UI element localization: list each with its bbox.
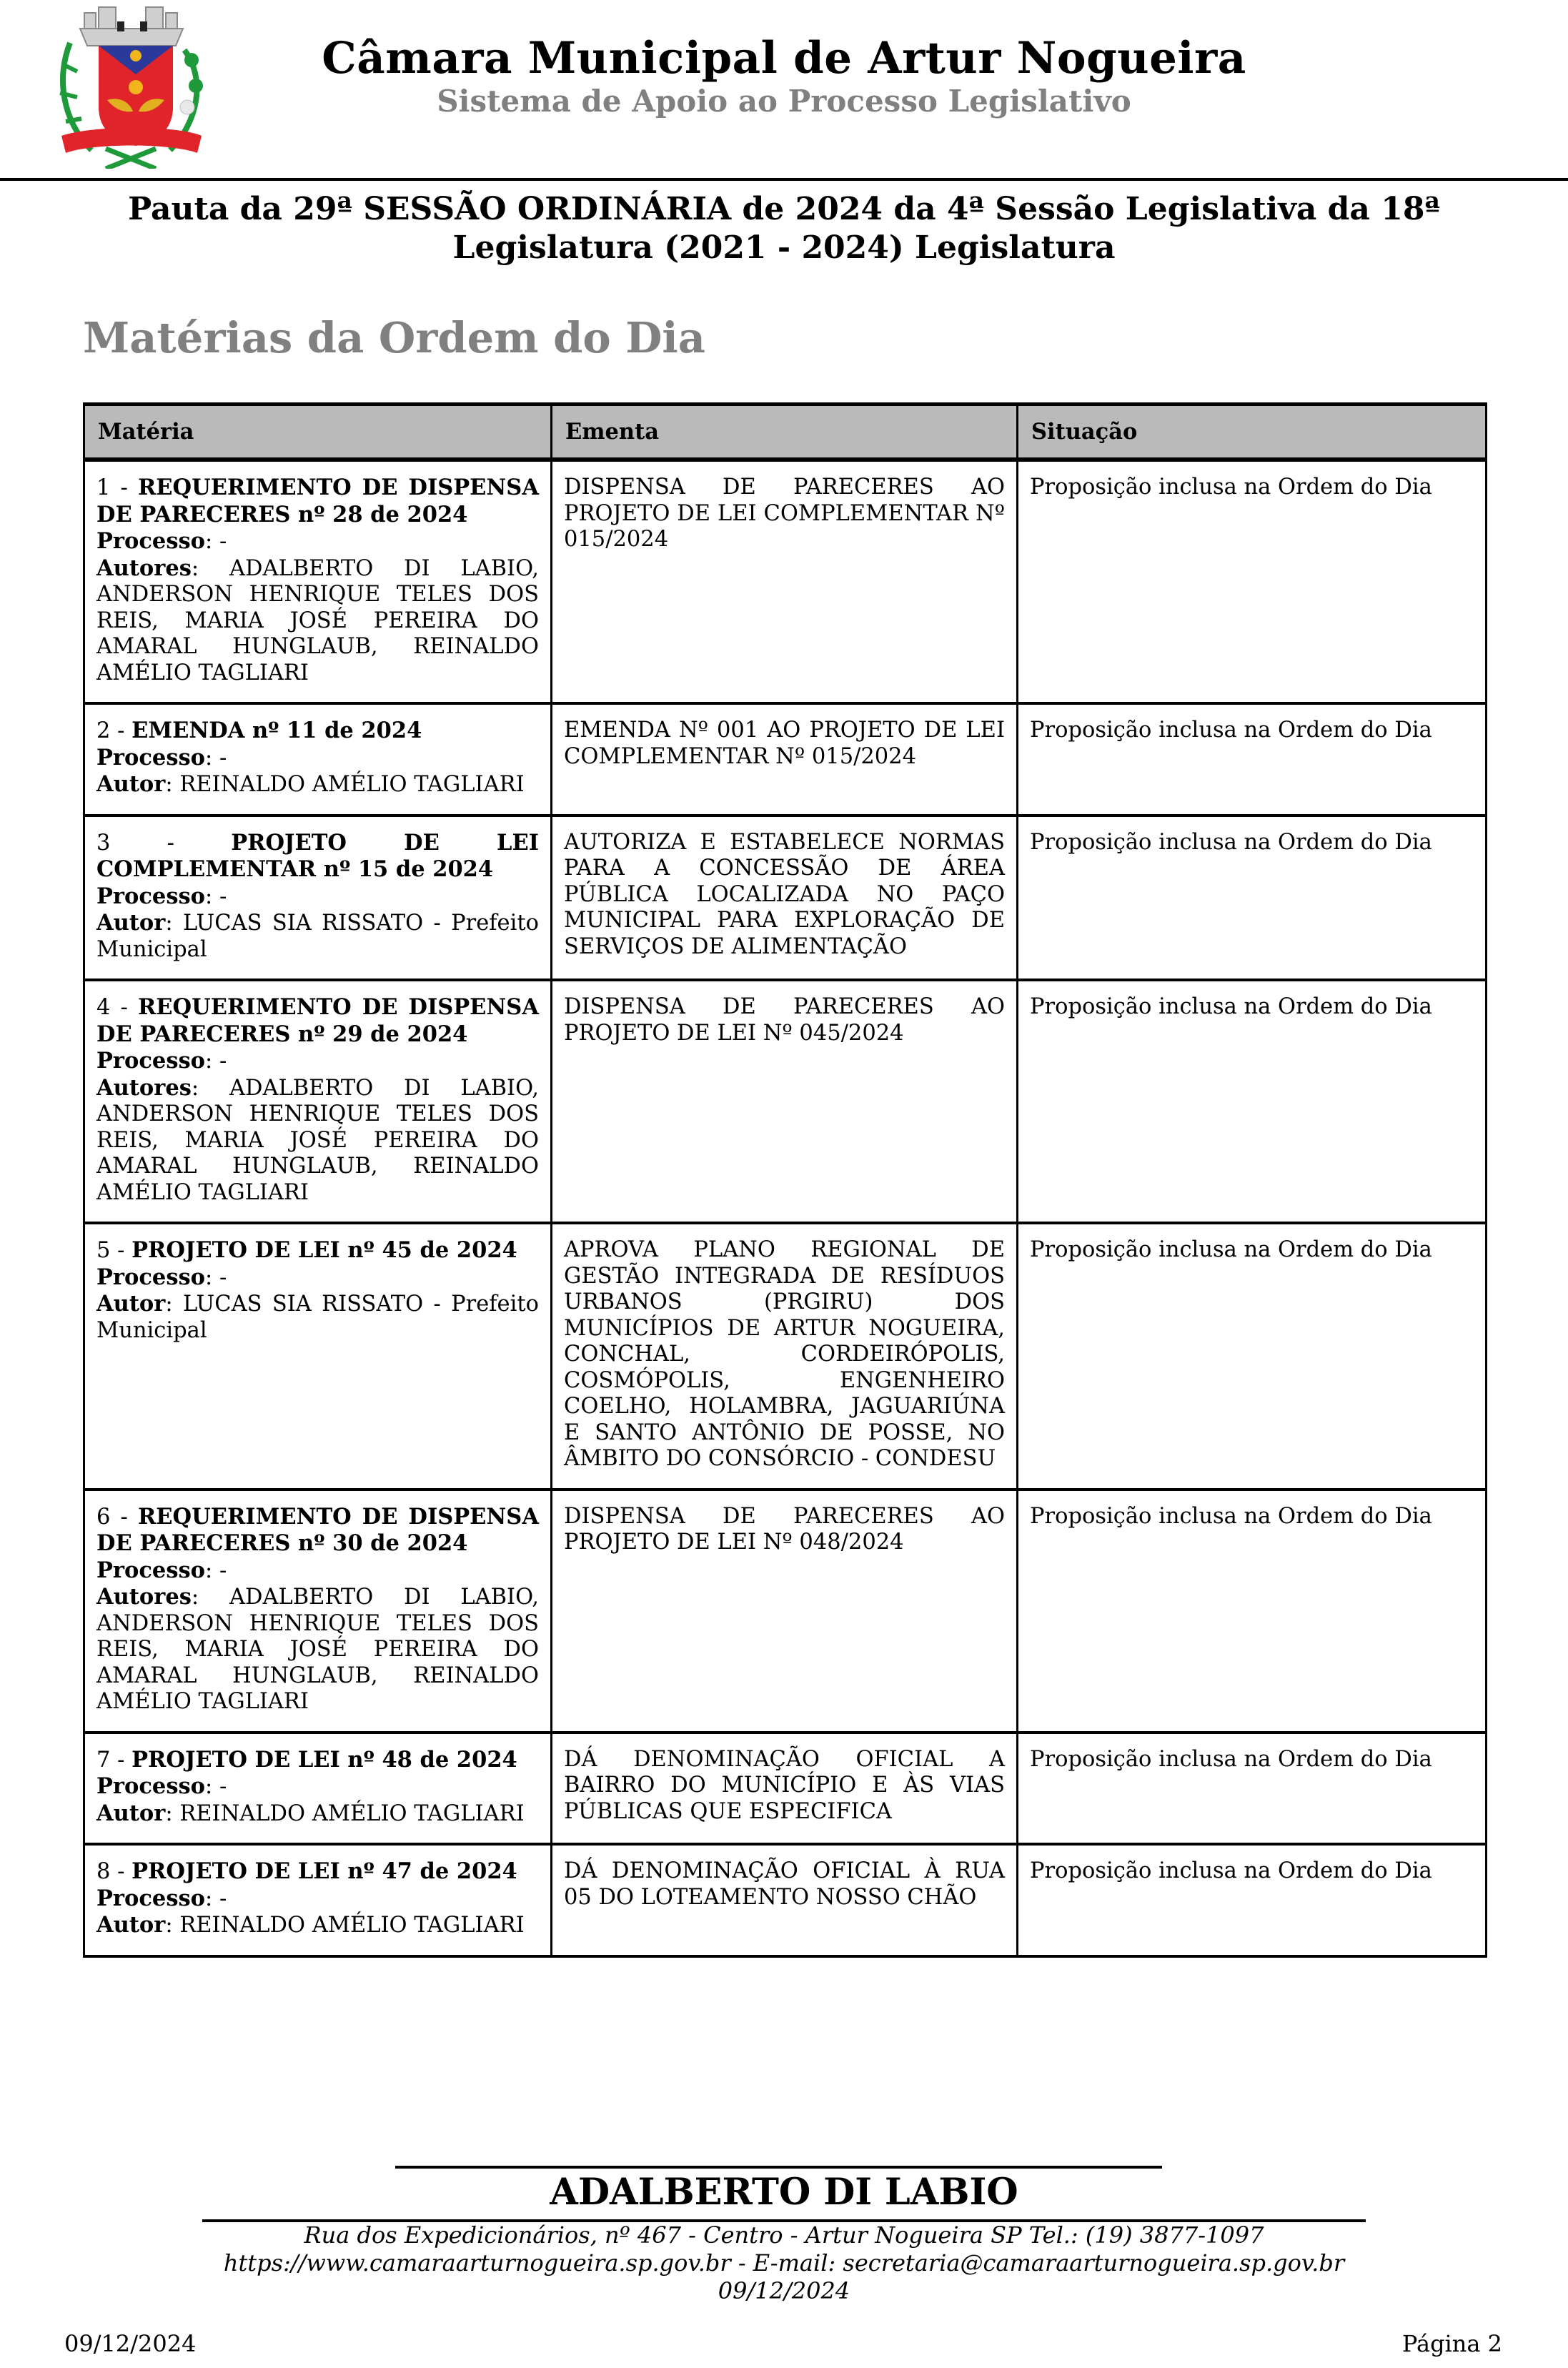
institution-name: Câmara Municipal de Artur Nogueira: [322, 33, 1246, 84]
processo-label: Processo: [96, 1885, 206, 1911]
item-number: 2 -: [96, 718, 132, 743]
processo-value: : -: [205, 1049, 227, 1074]
table-row: [84, 980, 1487, 1223]
session-title: Pauta da 29ª SESSÃO ORDINÁRIA de 2024 da 4ª Sessão Legislativa da 18ª Legislatura (2021 - 2024) Legislatura: [128, 191, 1440, 266]
ementa-cell: DISPENSA DE PARECERES AO PROJETO DE LEI COMPLEMENTAR Nº 015/2024: [552, 460, 1018, 703]
column-header-materia: Matéria: [84, 405, 552, 460]
footer-address-date: 09/12/2024: [718, 2277, 850, 2304]
ordem-do-dia-table: [83, 402, 1487, 1958]
situacao-cell: Proposição inclusa na Ordem do Dia: [1018, 980, 1487, 1223]
materia-title[interactable]: REQUERIMENTO DE DISPENSA DE PARECERES nº 29 de 2024: [96, 994, 539, 1047]
ementa-cell: DÁ DENOMINAÇÃO OFICIAL À RUA 05 DO LOTEAMENTO NOSSO CHÃO: [552, 1844, 1018, 1956]
ementa-cell: AUTORIZA E ESTABELECE NORMAS PARA A CONCESSÃO DE ÁREA PÚBLICA LOCALIZADA NO PAÇO MUNICIPAL PARA EXPLORAÇÃO DE SERVIÇOS DE ALIMENTAÇÃO: [552, 816, 1018, 981]
autor-value: : REINALDO AMÉLIO TAGLIARI: [165, 772, 525, 797]
system-subtitle: Sistema de Apoio ao Processo Legislativo: [437, 84, 1131, 119]
item-number: 7 -: [96, 1747, 132, 1773]
table-header-row: [84, 405, 1487, 460]
materia-cell: [84, 703, 552, 816]
column-header-ementa: Ementa: [552, 405, 1018, 460]
item-number: 4 -: [96, 995, 138, 1020]
print-date: 09/12/2024: [64, 2330, 197, 2357]
table-row: [84, 1844, 1487, 1956]
situacao-cell: Proposição inclusa na Ordem do Dia: [1018, 1223, 1487, 1490]
ementa-cell: DISPENSA DE PARECERES AO PROJETO DE LEI Nº 045/2024: [552, 980, 1018, 1223]
situacao-cell: Proposição inclusa na Ordem do Dia: [1018, 1844, 1487, 1956]
processo-value: : -: [205, 1264, 227, 1290]
situacao-cell: Proposição inclusa na Ordem do Dia: [1018, 816, 1487, 981]
ementa-cell: EMENDA Nº 001 AO PROJETO DE LEI COMPLEMENTAR Nº 015/2024: [552, 703, 1018, 816]
situacao-cell: Proposição inclusa na Ordem do Dia: [1018, 1490, 1487, 1733]
table-row: [84, 1733, 1487, 1845]
materia-cell: [84, 1733, 552, 1845]
situacao-cell: Proposição inclusa na Ordem do Dia: [1018, 460, 1487, 703]
materia-title[interactable]: REQUERIMENTO DE DISPENSA DE PARECERES nº 28 de 2024: [96, 475, 539, 527]
item-number: 8 -: [96, 1859, 132, 1884]
autor-value: : REINALDO AMÉLIO TAGLIARI: [165, 1800, 525, 1826]
materia-title[interactable]: PROJETO DE LEI nº 45 de 2024: [132, 1237, 517, 1263]
item-number: 6 -: [96, 1504, 138, 1530]
table-row: [84, 816, 1487, 981]
autor-label: Autor: [96, 1800, 166, 1826]
autor-label: Autor: [96, 910, 166, 936]
processo-label: Processo: [96, 1773, 206, 1799]
processo-label: Processo: [96, 1264, 206, 1290]
table-row: [84, 1490, 1487, 1733]
situacao-cell: Proposição inclusa na Ordem do Dia: [1018, 1733, 1487, 1845]
item-number: 3 -: [96, 830, 232, 856]
autor-label: Autor: [96, 1291, 166, 1317]
materia-title[interactable]: PROJETO DE LEI COMPLEMENTAR nº 15 de 2024: [96, 829, 539, 882]
processo-value: : -: [205, 745, 227, 771]
page-number: Página 2: [1401, 2330, 1502, 2357]
footer-address: [214, 2221, 1354, 2305]
processo-label: Processo: [96, 744, 206, 771]
processo-value: : -: [205, 529, 227, 554]
ementa-cell: DÁ DENOMINAÇÃO OFICIAL A BAIRRO DO MUNICÍPIO E ÀS VIAS PÚBLICAS QUE ESPECIFICA: [552, 1733, 1018, 1845]
table-row: [84, 1223, 1487, 1490]
autor-label: Autores: [96, 1584, 192, 1610]
materia-cell: [84, 816, 552, 981]
materia-cell: [84, 460, 552, 703]
column-header-situacao: Situação: [1018, 405, 1487, 460]
autor-label: Autor: [96, 771, 166, 797]
item-number: 5 -: [96, 1238, 132, 1263]
table-row: [84, 703, 1487, 816]
materia-title[interactable]: PROJETO DE LEI nº 48 de 2024: [132, 1746, 517, 1773]
processo-value: : -: [205, 1557, 227, 1583]
header-divider: [0, 178, 1568, 181]
materia-cell: [84, 1490, 552, 1733]
materia-cell: [84, 1844, 552, 1956]
situacao-cell: Proposição inclusa na Ordem do Dia: [1018, 703, 1487, 816]
materia-title[interactable]: REQUERIMENTO DE DISPENSA DE PARECERES nº 30 de 2024: [96, 1503, 539, 1556]
processo-label: Processo: [96, 528, 206, 554]
autor-label: Autores: [96, 1074, 192, 1101]
materia-title[interactable]: EMENDA nº 11 de 2024: [132, 718, 422, 743]
signature-line: [395, 2166, 1162, 2169]
autor-value: : LUCAS SIA RISSATO - Prefeito Municipal: [96, 1292, 539, 1343]
processo-value: : -: [205, 1886, 227, 1911]
autor-value: : REINALDO AMÉLIO TAGLIARI: [165, 1913, 525, 1938]
signatory-name: ADALBERTO DI LABIO: [550, 2171, 1018, 2214]
autor-label: Autores: [96, 555, 192, 581]
ementa-cell: APROVA PLANO REGIONAL DE GESTÃO INTEGRADA DE RESÍDUOS URBANOS (PRGIRU) DOS MUNICÍPIOS DE ARTUR NOGUEIRA, CONCHAL, CORDEIRÓPOLIS, COSMÓPOLIS, ENGENHEIRO COELHO, HOLAMBRA, JAGUARIÚNA E SANTO ANTÔNIO DE POSSE, NO ÂMBITO DO CONSÓRCIO - CONDESU: [552, 1223, 1018, 1490]
autor-value: : LUCAS SIA RISSATO - Prefeito Municipal: [96, 911, 539, 962]
autor-value: : ADALBERTO DI LABIO, ANDERSON HENRIQUE TELES DOS REIS, MARIA JOSÉ PEREIRA DO AMARAL HUNGLAUB, REINALDO AMÉLIO TAGLIARI: [96, 1075, 539, 1205]
materia-title[interactable]: PROJETO DE LEI nº 47 de 2024: [132, 1858, 517, 1884]
table-row: [84, 460, 1487, 703]
processo-label: Processo: [96, 1048, 206, 1074]
autor-label: Autor: [96, 1912, 166, 1938]
processo-label: Processo: [96, 1557, 206, 1583]
materia-cell: [84, 1223, 552, 1490]
footer-contact: Rua dos Expedicionários, nº 467 - Centro - Artur Nogueira SP Tel.: (19) 3877-1097 https://www.camaraarturnogueira.sp.gov.br - E-mail: secretaria@camaraarturnogueira.sp.gov.br: [223, 2221, 1345, 2277]
processo-label: Processo: [96, 883, 206, 909]
processo-value: : -: [205, 883, 227, 909]
item-number: 1 -: [96, 475, 138, 500]
processo-value: : -: [205, 1774, 227, 1799]
ementa-cell: DISPENSA DE PARECERES AO PROJETO DE LEI Nº 048/2024: [552, 1490, 1018, 1733]
materia-cell: [84, 980, 552, 1223]
autor-value: : ADALBERTO DI LABIO, ANDERSON HENRIQUE TELES DOS REIS, MARIA JOSÉ PEREIRA DO AMARAL HUNGLAUB, REINALDO AMÉLIO TAGLIARI: [96, 1585, 539, 1714]
autor-value: : ADALBERTO DI LABIO, ANDERSON HENRIQUE TELES DOS REIS, MARIA JOSÉ PEREIRA DO AMARAL HUNGLAUB, REINALDO AMÉLIO TAGLIARI: [96, 555, 539, 685]
section-title: Matérias da Ordem do Dia: [83, 313, 706, 362]
